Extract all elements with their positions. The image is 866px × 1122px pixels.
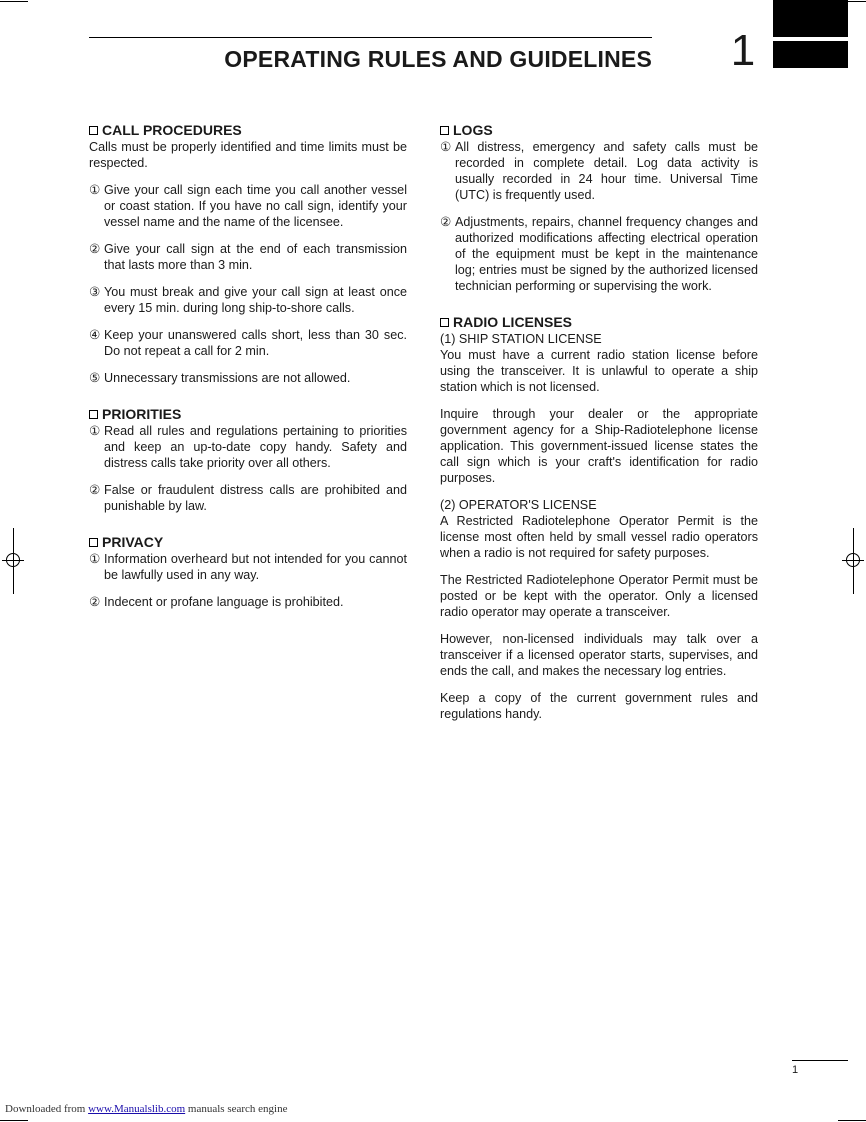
list-item: ② Give your call sign at the end of each transmission that lasts more than 3 min. — [89, 242, 407, 272]
section-radio-licenses — [440, 314, 758, 722]
list-item: ⑤ Unnecessary transmissions are not allowed. — [89, 371, 351, 385]
checkbox-square-icon — [89, 538, 98, 547]
chapter-tab-bottom — [773, 41, 848, 68]
section-heading: PRIVACY — [89, 534, 407, 551]
section-privacy — [89, 534, 407, 610]
list-item: ③ You must break and give your call sign at least once every 15 min. during long ship-to-shore calls. — [89, 285, 407, 315]
list-item: ① Give your call sign each time you call another vessel or coast station. If you have no call sign, identify your vessel name and the name of the licensee. — [89, 183, 407, 229]
section-heading: CALL PROCEDURES — [89, 122, 407, 139]
list-item: ① All distress, emergency and safety calls must be recorded in complete detail. Log data activity is usually recorded in 24 hour time. Universal Time (UTC) is frequently used. — [440, 140, 758, 202]
registration-line-left — [13, 528, 14, 594]
list-item: ④ Keep your unanswered calls short, less than 30 sec. Do not repeat a call for 2 min. — [89, 328, 407, 358]
list-item: ① Information overheard but not intended for you cannot be lawfully used in any way. — [89, 552, 407, 582]
paragraph: The Restricted Radiotelephone Operator Permit must be posted or be kept with the operator. Only a licensed radio operator may operate a transceiver. — [440, 573, 758, 619]
paragraph: However, non-licensed individuals may talk over a transceiver if a licensed operator starts, supervises, and ends the call, and makes the necessary log entries. — [440, 632, 758, 678]
paragraph: You must have a current radio station license before using the transceiver. It is unlawful to operate a ship station which is not licensed. — [440, 348, 758, 394]
paragraph: Keep a copy of the current government rules and regulations handy. — [440, 691, 758, 721]
manualslib-link[interactable]: www.Manualslib.com — [88, 1103, 186, 1115]
crop-mark — [838, 1120, 866, 1121]
paragraph: Inquire through your dealer or the appropriate government agency for a Ship-Radiotelephone license application. This government-issued license states the call sign which is your craft's identification for radio purposes. — [440, 407, 758, 485]
chapter-number: 1 — [730, 26, 756, 75]
section-priorities — [89, 406, 407, 514]
registration-line-right — [853, 528, 854, 594]
paragraph: A Restricted Radiotelephone Operator Permit is the license most often held by small vessel radio operators when a radio is not required for safety purposes. — [440, 514, 758, 560]
folio-rule — [792, 1060, 848, 1061]
left-column — [89, 122, 407, 630]
checkbox-square-icon — [89, 126, 98, 135]
right-column — [440, 122, 758, 742]
page-number: 1 — [792, 1064, 799, 1076]
page-title: OPERATING RULES AND GUIDELINES — [224, 46, 652, 72]
list-item: ② Adjustments, repairs, channel frequency changes and authorized modifications affecting electrical operation of the equipment must be kept in the maintenance log; entries must be signed by the authorized licensed technician performing or supervising the work. — [440, 215, 758, 293]
checkbox-square-icon — [440, 126, 449, 135]
footer-suffix: manuals search engine — [187, 1103, 288, 1115]
section-heading: LOGS — [440, 122, 758, 139]
footer-prefix: Downloaded from — [5, 1103, 86, 1115]
paragraph: Calls must be properly identified and time limits must be respected. — [89, 140, 407, 170]
list-item: ② False or fraudulent distress calls are prohibited and punishable by law. — [89, 483, 407, 513]
checkbox-square-icon — [440, 318, 449, 327]
section-heading: PRIORITIES — [89, 406, 407, 423]
subheading-ship-station: (1) SHIP STATION LICENSE — [440, 332, 602, 346]
crop-mark — [0, 1, 28, 2]
crop-mark — [0, 1120, 28, 1121]
title-rule — [89, 37, 652, 38]
chapter-tab-top — [773, 0, 848, 37]
section-logs — [440, 122, 758, 294]
section-heading: RADIO LICENSES — [440, 314, 758, 331]
subheading-operator: (2) OPERATOR'S LICENSE — [440, 498, 597, 512]
download-footer — [5, 1103, 287, 1115]
section-call-procedures — [89, 122, 407, 386]
list-item: ② Indecent or profane language is prohibited. — [89, 595, 344, 609]
list-item: ① Read all rules and regulations pertaining to priorities and keep an up-to-date copy handy. Safety and distress calls take priority over all others. — [89, 424, 407, 470]
checkbox-square-icon — [89, 410, 98, 419]
